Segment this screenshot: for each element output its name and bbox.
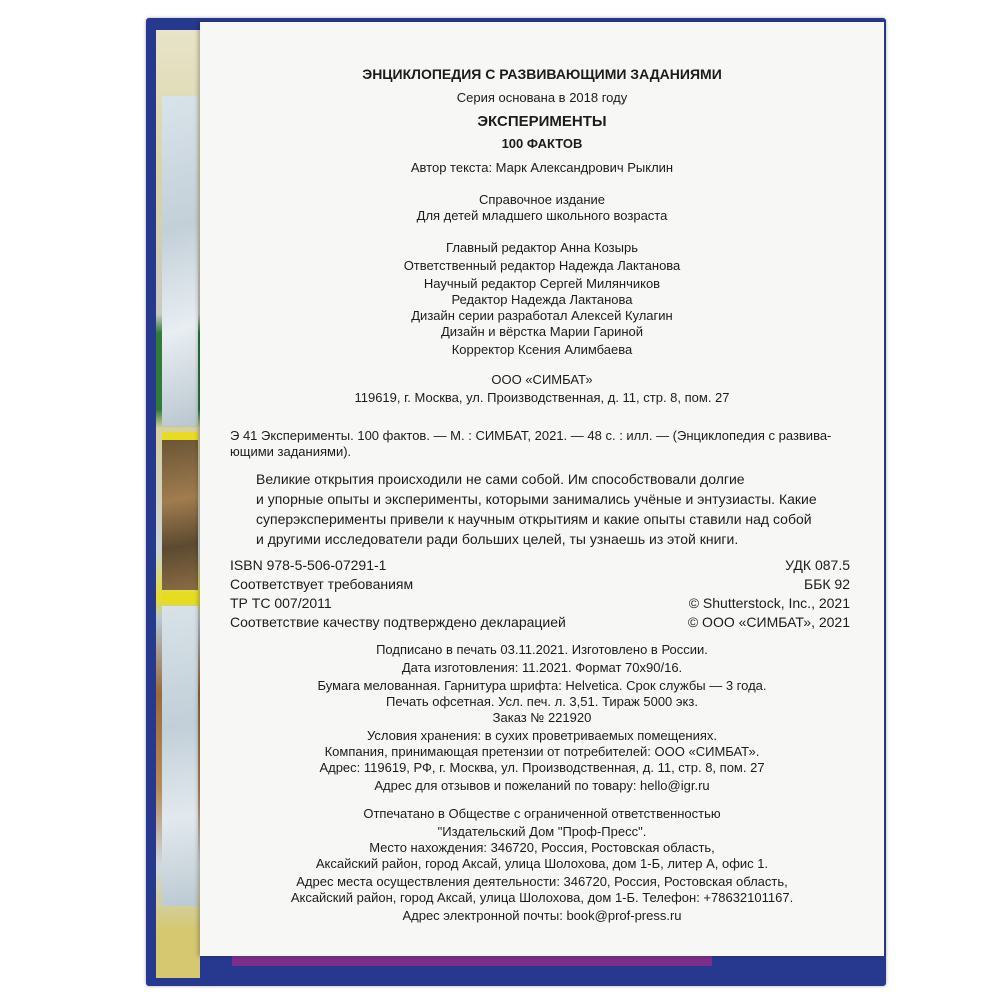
storage-info-line: Адрес для отзывов и пожеланий по товару: hello@igr.ru <box>374 778 710 793</box>
publisher-name: ООО «СИМБАТ» <box>491 372 593 387</box>
printer-info-line: Место нахождения: 346720, Россия, Ростовская область, <box>369 840 715 855</box>
edition-type: Справочное издание <box>478 192 606 207</box>
storage-info-line: Условия хранения: в сухих проветриваемых помещениях. <box>366 728 718 743</box>
annotation-line: Великие открытия происходили не сами собой. Им способствовали долгие <box>256 471 745 487</box>
credit-line: Дизайн серии разработал Алексей Кулагин <box>411 308 673 323</box>
publisher-address: 119619, г. Москва, ул. Производственная, д. 11, стр. 8, пом. 27 <box>354 390 730 405</box>
isbn: ISBN 978-5-506-07291-1 <box>230 557 387 573</box>
copyright-simbat: © ООО «СИМБАТ», 2021 <box>687 614 850 630</box>
author-line: Автор текста: Марк Александрович Рыклин <box>410 160 674 175</box>
series-founded: Серия основана в 2018 году <box>456 90 628 105</box>
printer-info-line: Адрес места осуществления деятельности: 346720, Россия, Ростовская область, <box>296 874 788 889</box>
printer-info-line: "Издательский Дом "Проф-Пресс". <box>437 824 647 839</box>
catalog-entry-line: Э 41 Эксперименты. 100 фактов. — М. : СИМБАТ, 2021. — 48 с. : илл. — (Энциклопедия с развива- <box>230 428 832 443</box>
credit-line: Корректор Ксения Алимбаева <box>451 342 633 357</box>
compliance-line: Соответствует требованиям <box>230 576 414 592</box>
cover-photo-top <box>162 96 198 426</box>
credit-line: Ответственный редактор Надежда Лактанова <box>403 258 681 273</box>
printer-info-line: Аксайский район, город Аксай, улица Шолохова, дом 1-Б, литер А, офис 1. <box>315 856 769 871</box>
annotation-line: и другими исследователи ради больших целей, ты узнаешь из этой книги. <box>256 531 739 547</box>
annotation-line: суперэксперименты привели к научным открытиям и какие опыты ставили над собой <box>256 511 812 527</box>
print-info-line: Дата изготовления: 11.2021. Формат 70х90/16. <box>401 660 683 675</box>
credit-line: Дизайн и вёрстка Марии Гариной <box>440 324 644 339</box>
credit-line: Научный редактор Сергей Милянчиков <box>423 276 661 291</box>
printer-email: Адрес электронной почты: book@prof-press.ru <box>402 908 682 923</box>
credit-line: Главный редактор Анна Козырь <box>446 240 638 255</box>
catalog-entry-line: ющими заданиями). <box>230 444 352 459</box>
storage-info-line: Компания, принимающая претензии от потребителей: ООО «СИМБАТ». <box>324 744 760 759</box>
book-title: ЭКСПЕРИМЕНТЫ <box>477 113 607 130</box>
quality-declaration: Соответствие качеству подтверждено декларацией <box>230 614 566 630</box>
print-info-line: Заказ № 221920 <box>492 710 592 725</box>
cover-photo-middle <box>162 440 198 590</box>
udk-code: УДК 087.5 <box>785 557 850 573</box>
print-info-line: Печать офсетная. Усл. печ. л. 3,51. Тираж 5000 экз. <box>386 694 698 709</box>
storage-info-line: Адрес: 119619, РФ, г. Москва, ул. Производственная, д. 11, стр. 8, пом. 27 <box>319 760 765 775</box>
series-title: ЭНЦИКЛОПЕДИЯ С РАЗВИВАЮЩИМИ ЗАДАНИЯМИ <box>362 66 722 82</box>
edition-audience: Для детей младшего школьного возраста <box>416 208 668 223</box>
print-info-line: Бумага мелованная. Гарнитура шрифта: Helvetica. Срок службы — 3 года. <box>317 678 767 693</box>
bbk-code: ББК 92 <box>804 576 850 592</box>
tr-ts-code: ТР ТС 007/2011 <box>230 595 332 611</box>
credit-line: Редактор Надежда Лактанова <box>451 292 633 307</box>
copyright-shutterstock: © Shutterstock, Inc., 2021 <box>688 595 850 611</box>
annotation-line: и упорные опыты и эксперименты, которыми занимались учёные и энтузиасты. Какие <box>256 491 817 507</box>
book-subtitle: 100 ФАКТОВ <box>501 136 583 151</box>
print-info-line: Подписано в печать 03.11.2021. Изготовлено в России. <box>376 642 708 657</box>
printer-info-line: Отпечатано в Обществе с ограниченной ответственностью <box>363 806 721 821</box>
imprint-page <box>200 22 884 956</box>
cover-yellow-band <box>162 432 198 440</box>
printer-info-line: Аксайский район, город Аксай, улица Шолохова, дом 1-Б. Телефон: +78632101167. <box>290 890 794 905</box>
cover-yellow-band-lower <box>162 592 198 604</box>
cover-photo-bottom <box>162 606 198 906</box>
